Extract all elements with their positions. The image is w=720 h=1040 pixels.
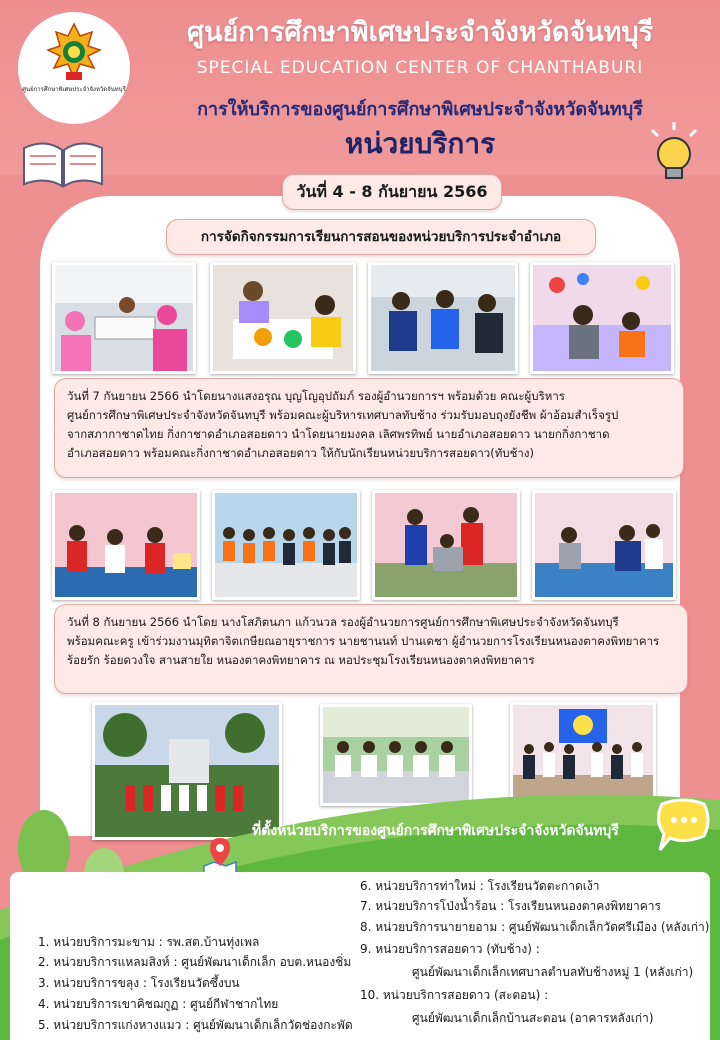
date-label: วันที่ 4 - 8 กันยายน 2566 xyxy=(282,174,502,210)
event-paragraph-2 xyxy=(54,604,688,694)
logo-caption: ศูนย์การศึกษาพิเศษประจำจังหวัดจันทบุรี xyxy=(22,86,126,93)
page-title-english: SPECIAL EDUCATION CENTER OF CHANTHABURI xyxy=(196,58,644,78)
location-item: 7. หน่วยบริการโป่งน้ำร้อน : โรงเรียนหนองตาคงพิทยาคาร xyxy=(360,899,661,913)
page-title-thai: ศูนย์การศึกษาพิเศษประจำจังหวัดจันทบุรี xyxy=(186,17,654,48)
paragraph-line: วันที่ 7 กันยายน 2566 นำโดยนางแสงอรุณ บุญโญอุปถัมภ์ รองผู้อำนวยการฯ พร้อมด้วย คณะผู้บริหาร xyxy=(67,389,565,403)
unit-title: หน่วยบริการ xyxy=(344,127,496,160)
location-item: 6. หน่วยบริการท่าใหม่ : โรงเรียนวัดตะกาดเง้า xyxy=(360,879,600,893)
event-photo xyxy=(52,490,200,600)
crown-emblem-icon xyxy=(40,22,108,84)
location-item: 8. หน่วยบริการนายายอาม : ศูนย์พัฒนาเด็กเล็กวัดศรีเมือง (หลังเก่า) xyxy=(360,920,710,934)
paragraph-line: พร้อมคณะครู เข้าร่วมงานมุทิตาจิตเกษียณอายุราชการ นายชานนท์ ปานเดชา ผู้อำนวยการโรงเรียนหนองตาคงพิทยาคาร xyxy=(67,634,660,648)
location-item: 1. หน่วยบริการมะขาม : รพ.สต.บ้านทุ่งเพล xyxy=(38,935,260,949)
event-paragraph-1 xyxy=(54,378,684,478)
location-item-detail: ศูนย์พัฒนาเด็กเล็กบ้านสะตอน (อาคารหลังเก่า) xyxy=(412,1011,654,1025)
location-item: 2. หน่วยบริการแหลมสิงห์ : ศูนย์พัฒนาเด็กเล็ก อบต.หนองชิ่ม xyxy=(38,955,352,969)
paragraph-line: ร้อยรัก ร้อยดวงใจ สานสายใย หนองตาคงพิทยาคาร ณ หอประชุมโรงเรียนหนองตาคงพิทยาคาร xyxy=(67,653,535,667)
location-item: 3. หน่วยบริการขลุง : โรงเรียนวัดซึ้งบน xyxy=(38,976,240,990)
ceremony-photo xyxy=(510,702,656,800)
activity-photo xyxy=(210,262,356,374)
light-bulb-icon xyxy=(644,120,704,190)
paragraph-line: ศูนย์การศึกษาพิเศษประจำจังหวัดจันทบุรี พร้อมคณะผู้บริหารเทศบาลทับช้าง ร่วมรับมอบถุงยังชีพ ผ้าอ้อมสำเร็จรูป xyxy=(67,408,619,422)
activity-photo xyxy=(52,262,196,374)
paragraph-line: จากสภากาชาดไทย กิ่งกาชาดอำเภอสอยดาว นำโดยนายมงคล เลิศพรทิพย์ นายอำเภอสอยดาว นายกกิ่งกาชาด xyxy=(67,427,610,441)
location-item: 9. หน่วยบริการสอยดาว (ทับช้าง) : xyxy=(360,942,540,956)
service-subtitle: การให้บริการของศูนย์การศึกษาพิเศษประจำจังหวัดจันทบุรี xyxy=(197,99,643,120)
event-photo xyxy=(372,490,520,600)
open-book-icon xyxy=(18,132,108,192)
location-item-detail: ศูนย์พัฒนาเด็กเล็กเทศบาลตำบลทับช้างหมู่ 1 (หลังเก่า) xyxy=(412,965,694,979)
activity-label: การจัดกิจกรรมการเรียนการสอนของหน่วยบริการประจำอำเภอ xyxy=(166,219,596,255)
event-photo xyxy=(212,490,360,600)
activity-photo xyxy=(368,262,518,374)
location-item: 5. หน่วยบริการแก่งหางแมว : ศูนย์พัฒนาเด็กเล็กวัดช่องกะพัด xyxy=(38,1018,353,1032)
paragraph-line: วันที่ 8 กันยายน 2566 นำโดย นางโสภิตนภา แก้วนวล รองผู้อำนวยการศูนย์การศึกษาพิเศษประจำจังหวัดจันทบุรี xyxy=(67,615,619,629)
location-item: 4. หน่วยบริการเขาคิชฌกูฏ : ศูนย์กีฬาชากไทย xyxy=(38,997,279,1011)
paragraph-line: อำเภอสอยดาว พร้อมคณะกิ่งกาชาดอำเภอสอยดาว ให้กับนักเรียนหน่วยบริการสอยดาว(ทับช้าง) xyxy=(67,446,534,460)
location-item: 10. หน่วยบริการสอยดาว (สะตอน) : xyxy=(360,988,549,1002)
event-photo xyxy=(532,490,676,600)
locations-title: ที่ตั้งหน่วยบริการของศูนย์การศึกษาพิเศษประจำจังหวัดจันทบุรี xyxy=(252,823,619,839)
activity-photo xyxy=(530,262,674,374)
